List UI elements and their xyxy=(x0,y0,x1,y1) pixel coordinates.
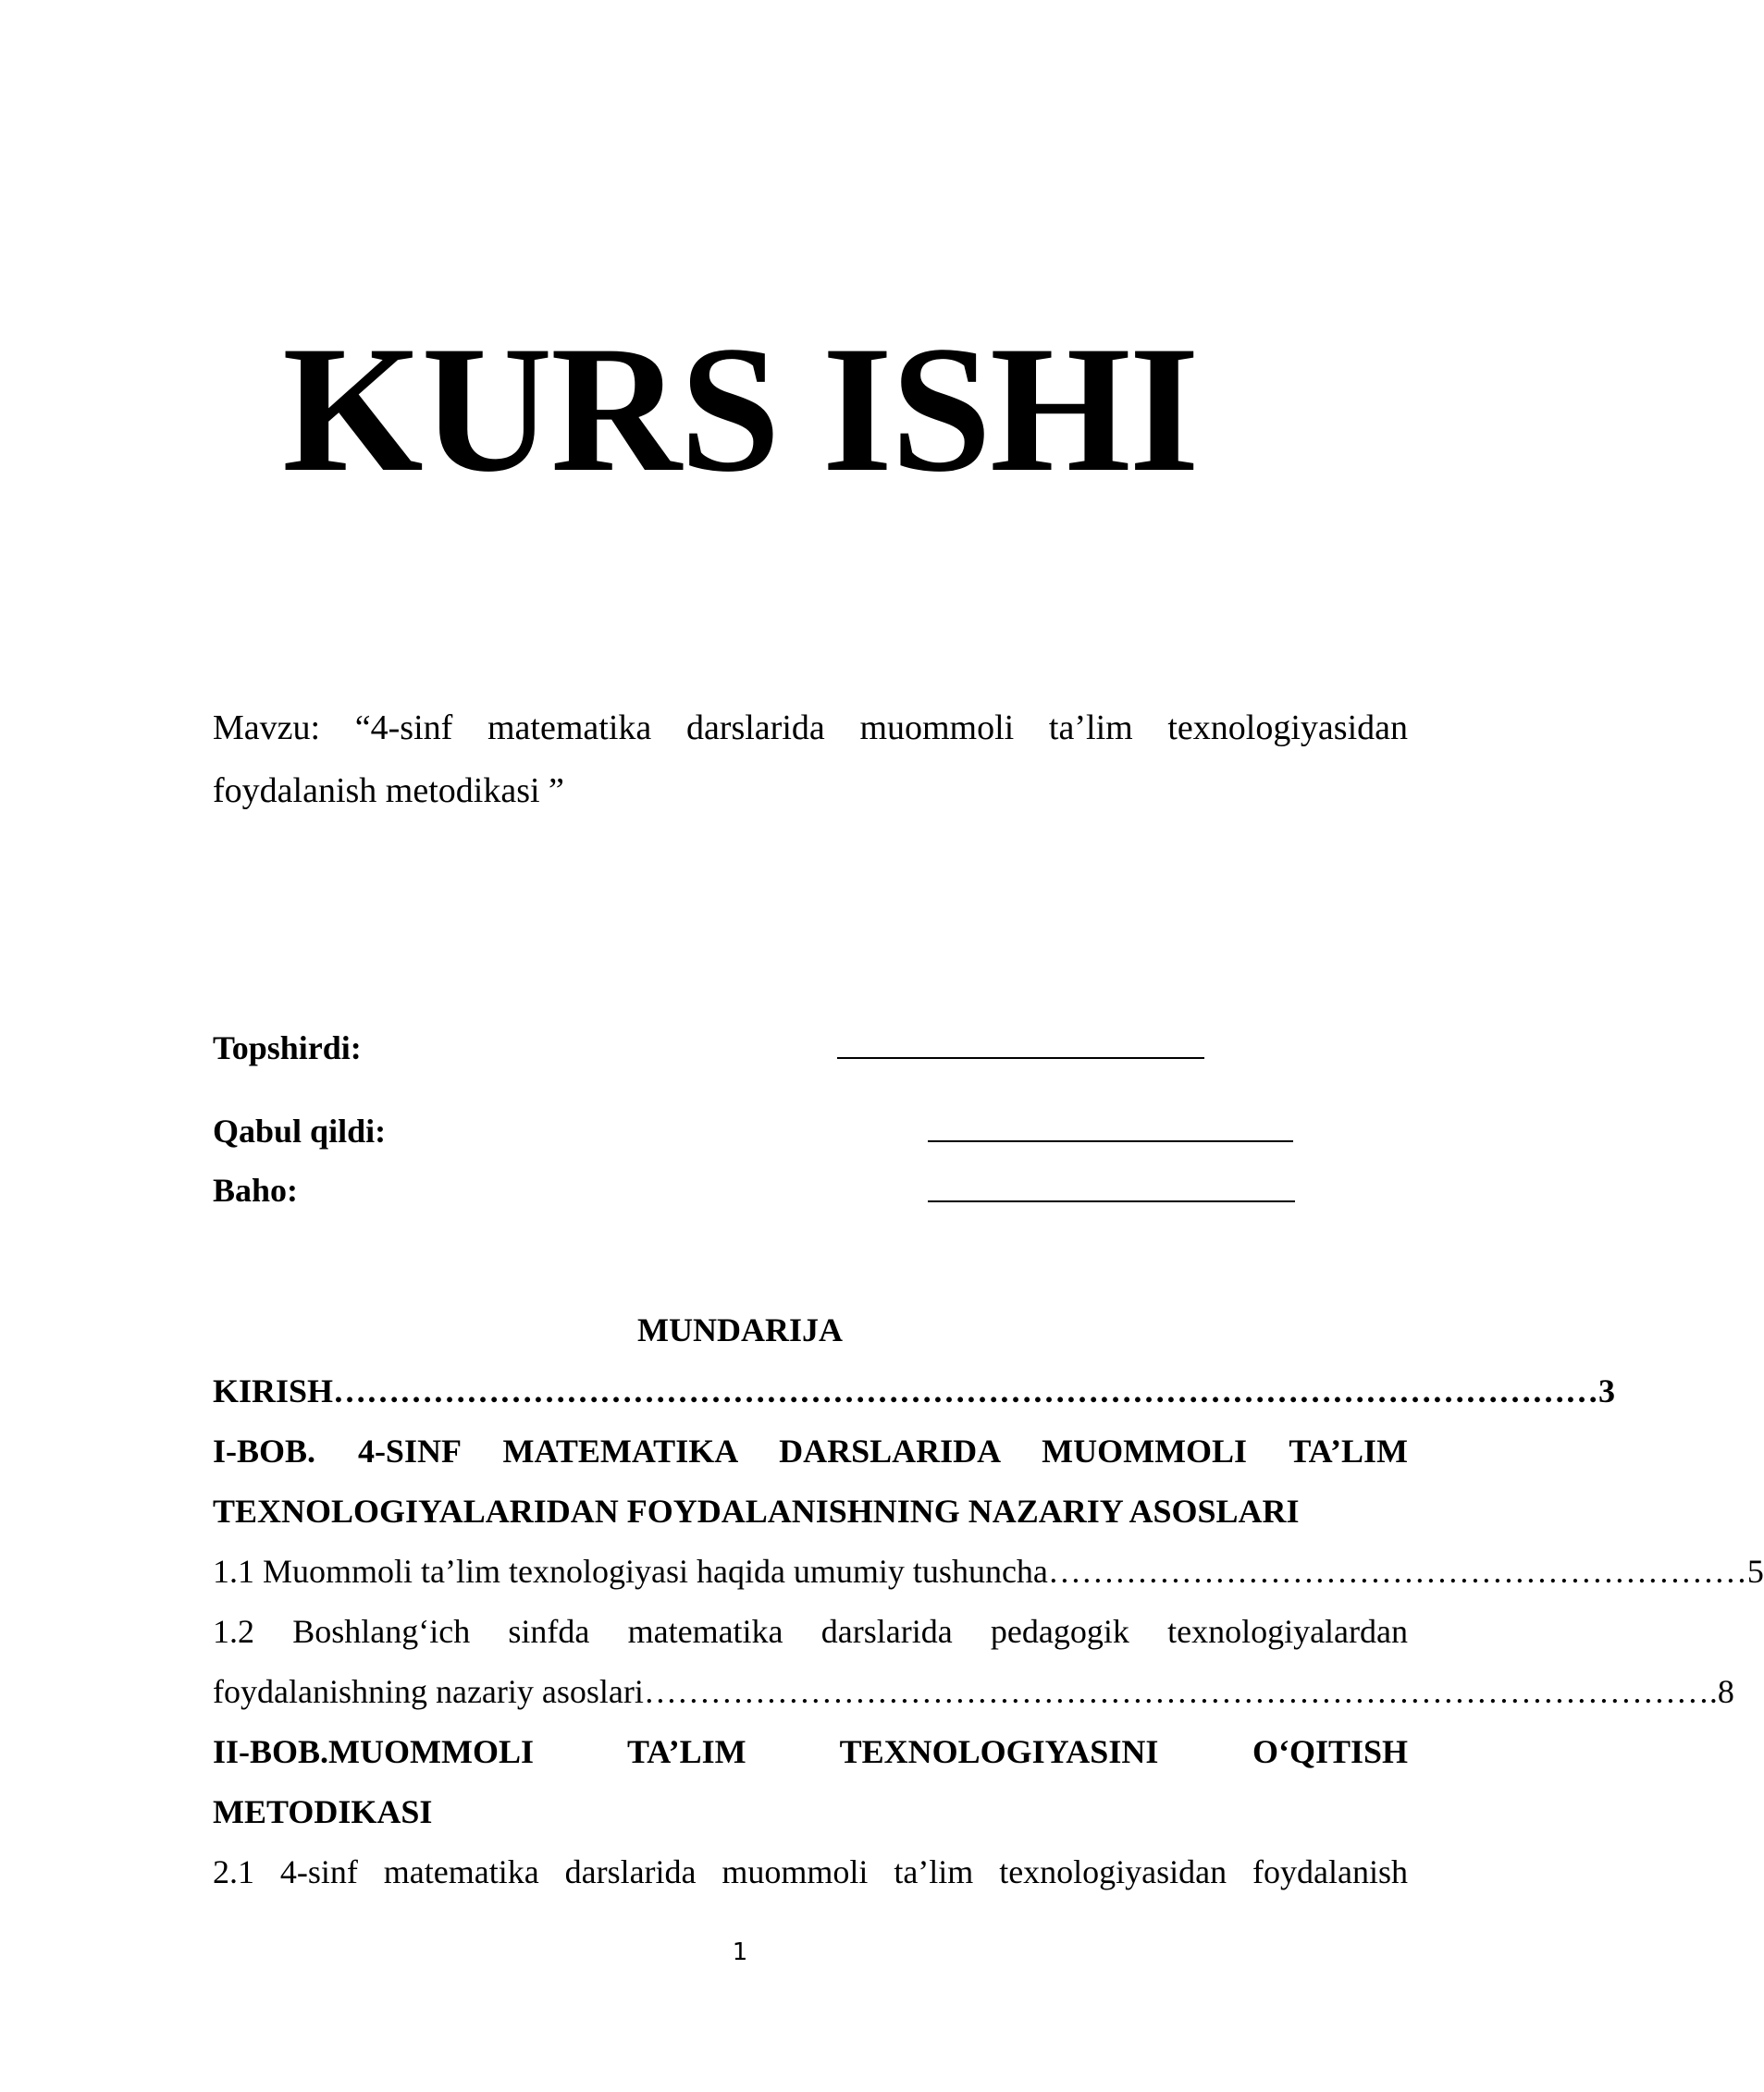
toc-dots: ……………………………………………………………………………………. xyxy=(643,1673,1718,1710)
grade-label: Baho: xyxy=(213,1172,299,1209)
toc-page-number: 5 xyxy=(1746,1553,1764,1590)
toc-entry-2-1-line-1: 2.1 4-sinf matematika darslarida muommoli ta’lim texnologiyasidan foydalanish xyxy=(213,1853,1408,1890)
document-title: KURS ISHI xyxy=(282,309,1198,510)
toc-title: MUNDARIJA xyxy=(637,1311,843,1348)
toc-entry-text: foydalanishning nazariy asoslari xyxy=(213,1673,644,1710)
grade-line xyxy=(928,1200,1295,1202)
toc-entry-1-2-line-1: 1.2 Boshlang‘ich sinfda matematika darslarida pedagogik texnologiyalardan xyxy=(213,1613,1408,1650)
toc-entry-1-2-line-2 xyxy=(213,1662,1734,1722)
accepted-by-line xyxy=(928,1140,1293,1142)
toc-chapter-1-line-1: I-BOB. 4-SINF MATEMATIKA DARSLARIDA MUOMMOLI TA’LIM xyxy=(213,1433,1408,1470)
accepted-by-label: Qabul qildi: xyxy=(213,1113,387,1150)
submitted-by-label: Topshirdi: xyxy=(213,1029,362,1066)
toc-chapter-2-line-2: METODIKASI xyxy=(213,1793,433,1830)
topic-paragraph: Mavzu: “4-sinf matematika darslarida muommoli ta’lim texnologiyasidan foydalanish metodikasi ” xyxy=(213,708,1408,810)
toc-dots: ……………………………………………………… xyxy=(1047,1553,1747,1590)
table-of-contents xyxy=(213,1361,1764,1902)
submitted-by-line xyxy=(837,1057,1204,1059)
toc-entry-kirish xyxy=(213,1361,1616,1421)
toc-entry-text: 1.1 Muommoli ta’lim texnologiyasi haqida umumiy tushuncha xyxy=(213,1553,1048,1590)
toc-entry-1-1 xyxy=(213,1542,1764,1602)
toc-entry-text: KIRISH xyxy=(213,1372,334,1409)
toc-dots: …………………………………………………………………………………………………… xyxy=(333,1372,1599,1409)
toc-page-number: 3 xyxy=(1598,1372,1616,1409)
toc-chapter-2-line-1: II-BOB.MUOMMOLI TA’LIM TEXNOLOGIYASINI O‘QITISH xyxy=(213,1733,1408,1770)
toc-page-number: 8 xyxy=(1717,1673,1734,1710)
toc-chapter-1-line-2: TEXNOLOGIYALARIDAN FOYDALANISHNING NAZARIY ASOSLARI xyxy=(213,1493,1300,1530)
page-number: 1 xyxy=(732,1938,748,1966)
